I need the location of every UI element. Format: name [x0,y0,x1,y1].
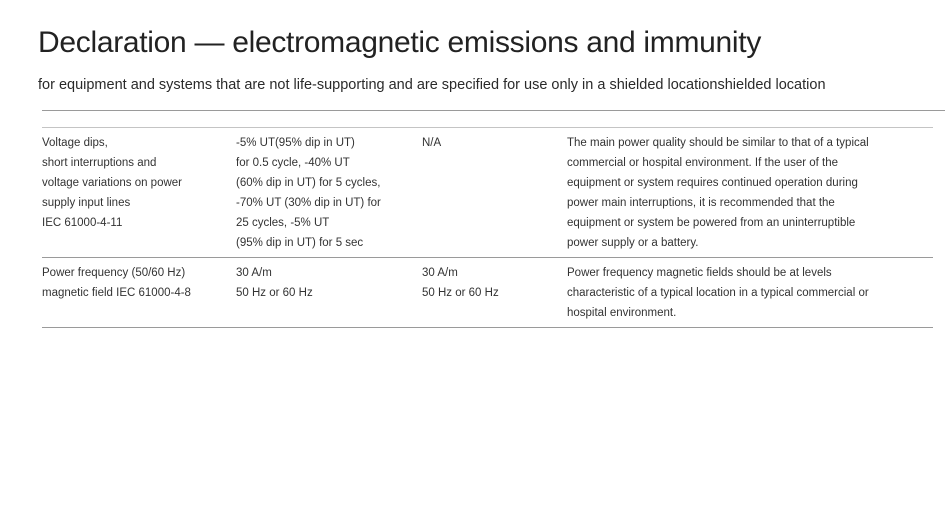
guidance-cell [567,133,869,253]
page-subtitle: for equipment and systems that are not life-supporting and are specified for use only in a shielded locationshielded location [38,77,826,93]
cell-line: magnetic field IEC 61000-4-8 [42,287,191,299]
cell-line: supply input lines [42,197,131,209]
cell-line: The main power quality should be similar to that of a typical [567,137,869,149]
compliance-level-cell [422,133,441,153]
cell-line: for 0.5 cycle, -40% UT [236,157,350,169]
cell-line: hospital environment. [567,307,677,319]
table-top-border [42,127,933,128]
test-cell [42,263,191,303]
compliance-level-cell [422,263,499,303]
test-level-cell [236,133,381,253]
cell-line: Voltage dips, [42,137,108,149]
cell-line: 30 A/m [236,267,272,279]
cell-line: equipment or system be powered from an uninterruptible [567,217,856,229]
cell-line: short interruptions and [42,157,157,169]
table-bottom-border [42,327,933,328]
cell-line: IEC 61000-4-11 [42,217,123,229]
cell-line: voltage variations on power [42,177,182,189]
cell-line: -5% UT(95% dip in UT) [236,137,355,149]
page-title: Declaration — electromagnetic emissions and immunity [38,26,762,59]
cell-line: -70% UT (30% dip in UT) for [236,197,381,209]
cell-line: equipment or system requires continued operation during [567,177,858,189]
cell-line: power main interruptions, it is recommended that the [567,197,835,209]
cell-line: power supply or a battery. [567,237,699,249]
cell-line: characteristic of a typical location in a typical commercial or [567,287,869,299]
test-cell [42,133,182,233]
guidance-cell [567,263,869,323]
test-level-cell [236,263,313,303]
cell-line: Power frequency (50/60 Hz) [42,267,186,279]
cell-line: 25 cycles, -5% UT [236,217,330,229]
cell-line: N/A [422,137,442,149]
cell-line: 50 Hz or 60 Hz [422,287,499,299]
cell-line: (60% dip in UT) for 5 cycles, [236,177,381,189]
cell-line: 30 A/m [422,267,458,279]
row-divider [42,257,933,258]
cell-line: (95% dip in UT) for 5 sec [236,237,364,249]
header-divider [42,110,945,111]
cell-line: commercial or hospital environment. If the user of the [567,157,839,169]
cell-line: Power frequency magnetic fields should be at levels [567,267,832,279]
cell-line: 50 Hz or 60 Hz [236,287,313,299]
